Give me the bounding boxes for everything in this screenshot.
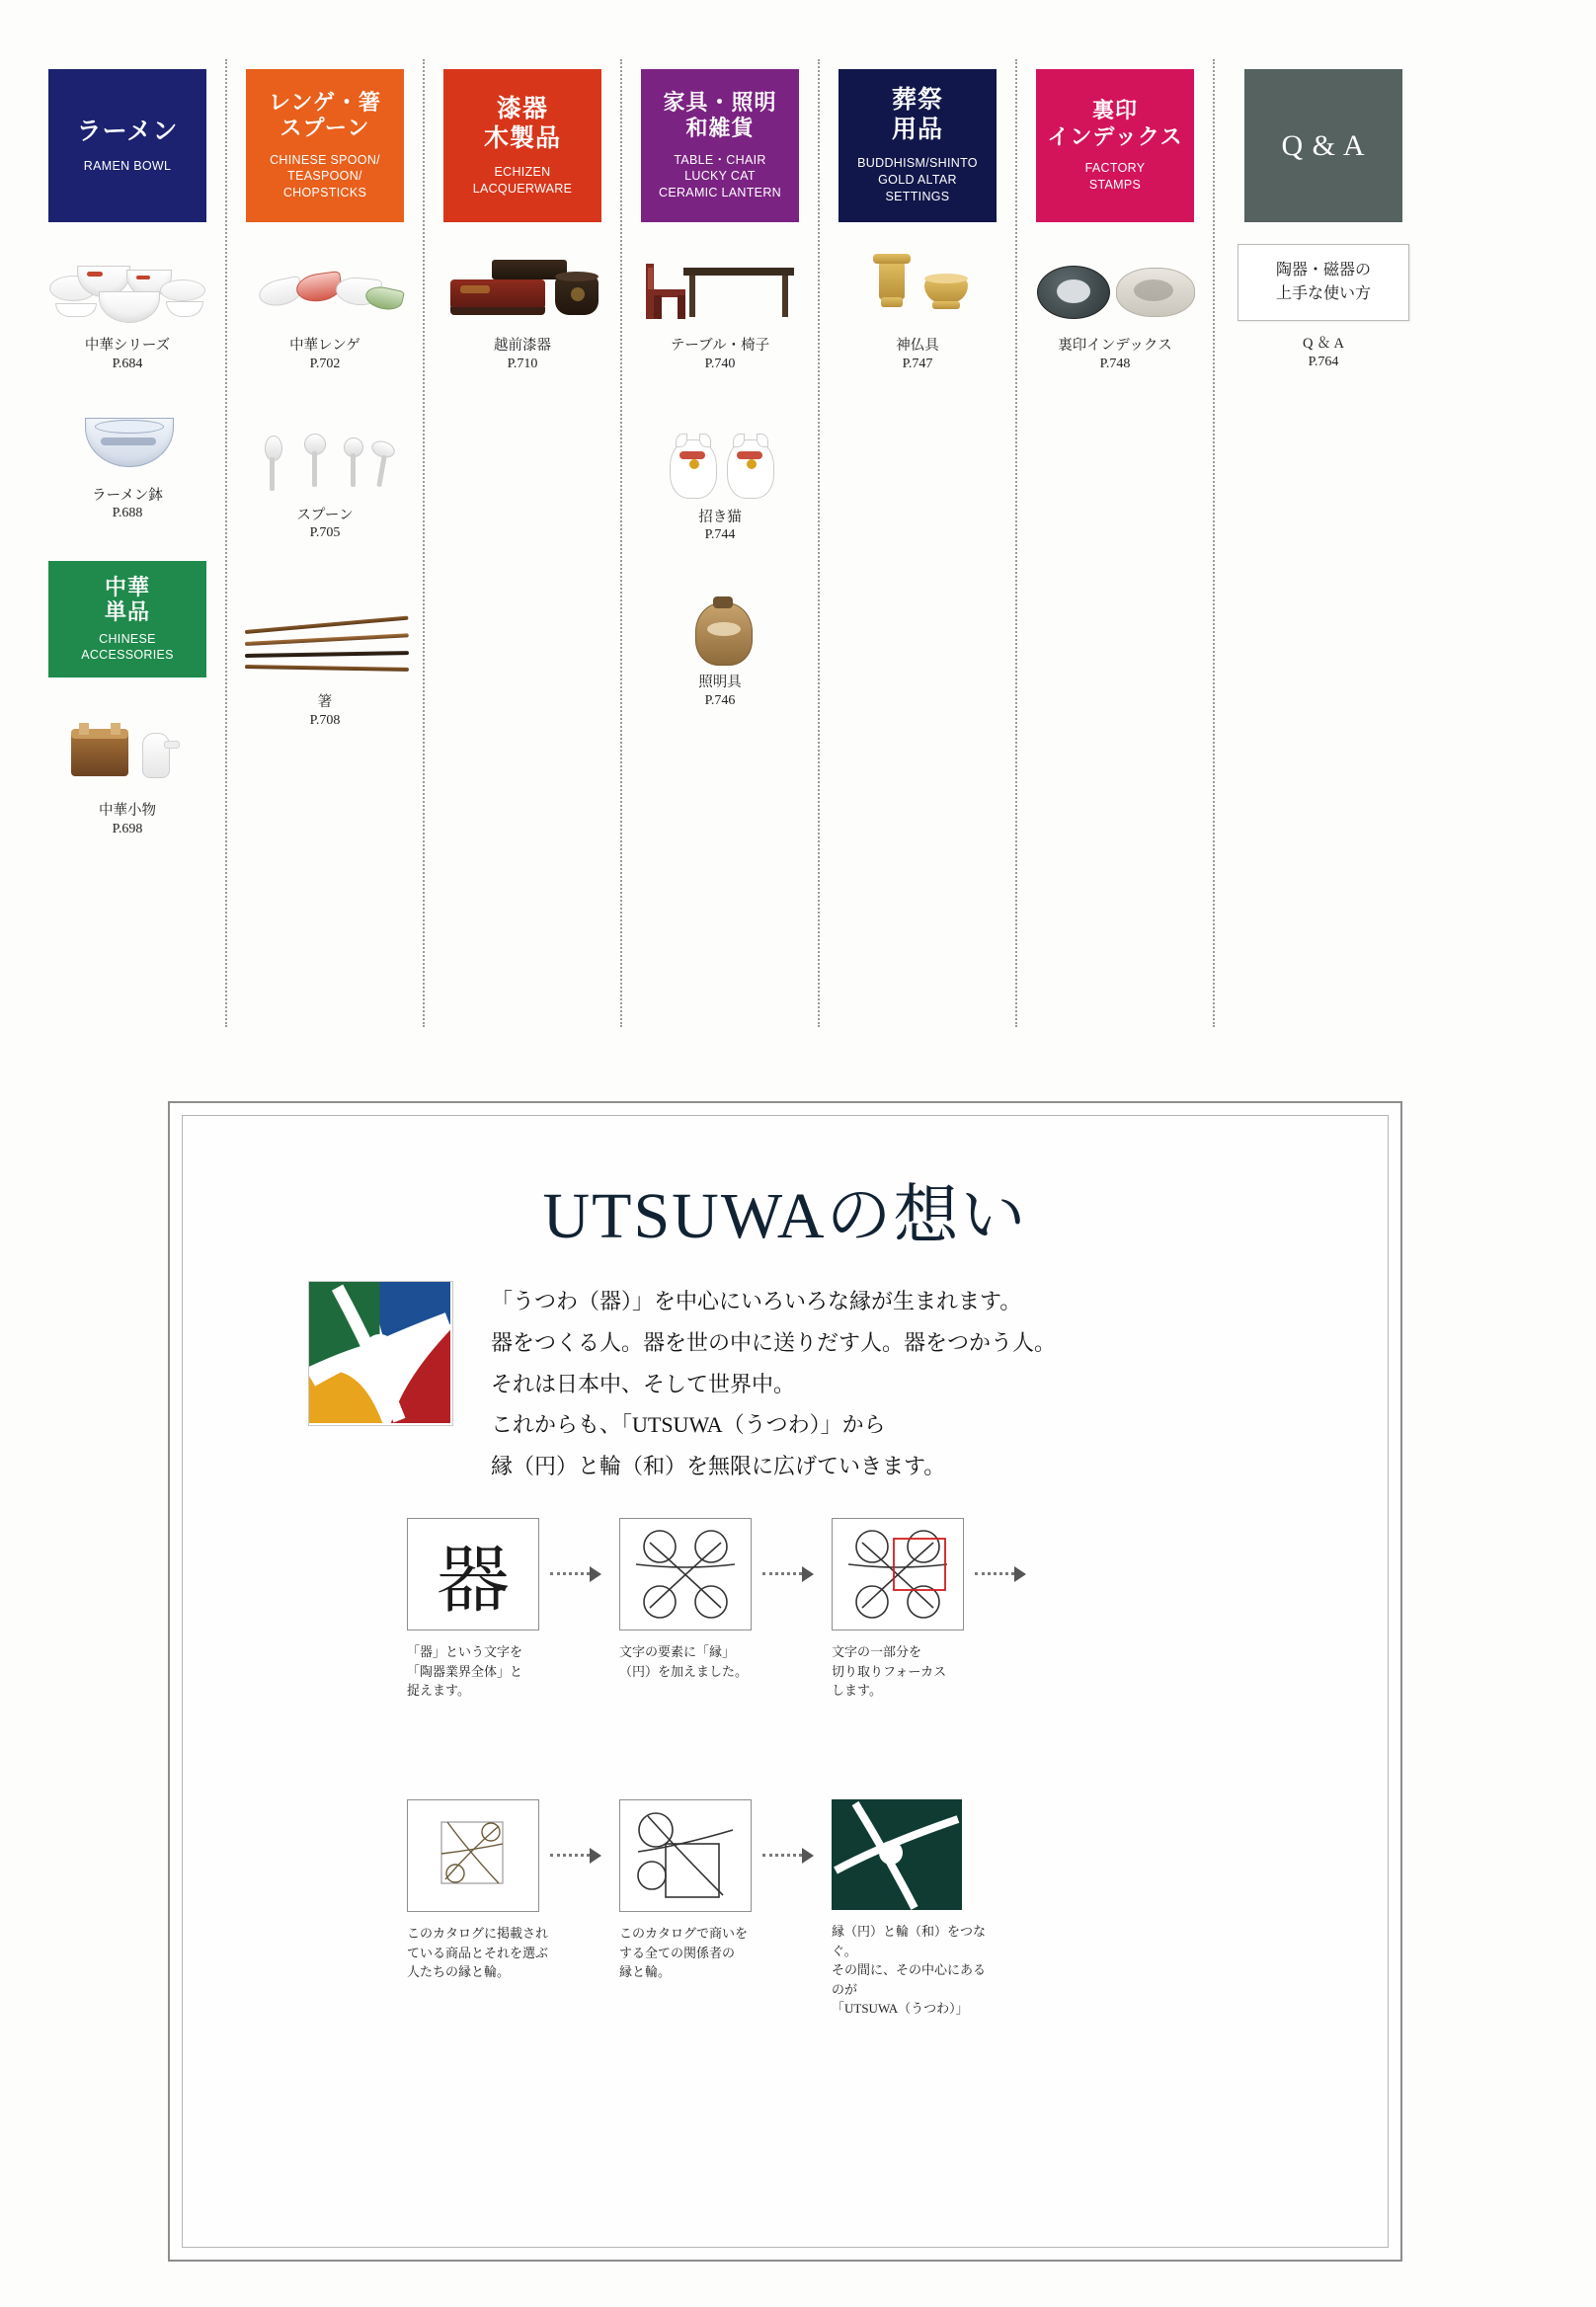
entry-page: P.747 — [902, 356, 933, 371]
entry-page: P.746 — [704, 692, 736, 708]
logo-evolution-row-2 — [298, 1799, 1286, 2016]
kanji-glyph: 器 — [437, 1541, 510, 1622]
index-entry[interactable] — [628, 246, 812, 372]
caption-line-1: このカタログで商いを — [619, 1926, 749, 1941]
category-badge-furniture[interactable] — [641, 69, 799, 222]
category-badge-jp-1: 漆器 — [496, 95, 548, 122]
chinese-accessories-icon — [43, 711, 211, 796]
entry-label: 中華小物 — [99, 803, 156, 820]
arrow-icon — [550, 1851, 607, 1861]
step-4 — [407, 1799, 549, 1982]
sub-badge-jp-1: 中華 — [104, 574, 150, 599]
crop-focus-diagram-box — [832, 1518, 964, 1631]
kanji-utsuwa-box — [407, 1518, 539, 1631]
step-2 — [619, 1518, 753, 1681]
category-badge-en-1: FACTORY — [1084, 161, 1146, 176]
index-column-furniture-lighting — [622, 59, 820, 1027]
index-entry[interactable] — [36, 396, 219, 522]
lucky-cat-icon — [636, 418, 804, 503]
category-badge-en: RAMEN BOWL — [83, 158, 172, 173]
category-badge-jp-1: 葬祭 — [891, 87, 943, 115]
entry-page: P.748 — [1099, 356, 1131, 371]
category-badge-jp-2: スプーン — [279, 116, 370, 141]
philosophy-statement — [491, 1281, 1281, 1487]
entry-page: P.740 — [704, 356, 736, 371]
category-badge-jp-1: 裏印 — [1091, 98, 1138, 123]
index-entry[interactable] — [233, 602, 417, 729]
category-badge-jp-1: 家具・照明 — [663, 89, 777, 115]
category-badge-jp-2: 木製品 — [483, 124, 561, 152]
index-column-factory-stamps — [1017, 59, 1215, 1027]
index-entry[interactable] — [1023, 246, 1207, 372]
step-3 — [832, 1518, 965, 1701]
statement-line-2: 器をつくる人。器を世の中に送りだす人。器をつかう人。 — [491, 1329, 1057, 1355]
category-badge-jp: ラーメン — [76, 119, 179, 146]
category-badge-lacquerware[interactable] — [443, 69, 601, 222]
ramen-bowl-blue-icon — [43, 396, 211, 481]
entry-label: 中華シリーズ — [84, 338, 171, 354]
table-chair-icon — [636, 246, 804, 331]
qa-callout-line-1: 陶器・磁器の — [1275, 262, 1371, 278]
category-badge-en-2: STAMPS — [1088, 177, 1142, 192]
step-1 — [407, 1518, 540, 1701]
category-badge-en-2: LUCKY CAT — [684, 169, 756, 184]
caption-line-1: 縁（円）と輪（和）をつなぐ。 — [832, 1924, 987, 1958]
category-index-grid — [30, 59, 1566, 1067]
step-caption — [619, 1924, 777, 1982]
entry-label: 中華レンゲ — [289, 338, 360, 354]
step-caption — [407, 1924, 565, 1982]
buddhist-altar-icon — [834, 246, 1001, 331]
final-logo-box — [832, 1799, 962, 1910]
caption-line-1: 文字の一部分を — [832, 1644, 922, 1659]
category-badge-factory-stamps[interactable] — [1036, 69, 1194, 222]
arrow-icon — [550, 1569, 607, 1579]
step-caption — [832, 1642, 990, 1701]
utsuwa-logo-mark — [308, 1281, 453, 1426]
step-6 — [832, 1799, 987, 2019]
sub-badge-en-1: CHINESE — [99, 631, 156, 646]
caption-line-1: 文字の要素に「縁」 — [619, 1644, 736, 1659]
arrow-icon — [762, 1851, 820, 1861]
arrow-icon — [762, 1569, 820, 1579]
entry-label: 神仏具 — [896, 338, 939, 354]
index-column-spoon-chopsticks — [227, 59, 425, 1027]
category-badge-ramen[interactable] — [48, 69, 206, 222]
chopsticks-icon — [241, 602, 409, 687]
index-entry[interactable] — [36, 246, 219, 372]
entry-label: テーブル・椅子 — [670, 338, 770, 354]
statement-line-1: 「うつわ（器）」を中心にいろいろな縁が生まれます。 — [491, 1289, 1022, 1313]
index-entry[interactable] — [826, 246, 1009, 372]
category-badge-jp-1: レンゲ・箸 — [268, 89, 381, 115]
index-entry[interactable] — [628, 583, 812, 709]
category-badge-en-2: LACQUERWARE — [472, 181, 573, 196]
category-badge-buddhist[interactable] — [838, 69, 997, 222]
index-entry[interactable] — [233, 416, 417, 542]
logo-evolution-diagram — [298, 1518, 1286, 2016]
index-entry[interactable] — [233, 246, 417, 372]
entry-label: ラーメン鉢 — [92, 487, 163, 504]
index-column-qa — [1215, 59, 1432, 1027]
index-entry[interactable] — [431, 246, 614, 372]
category-badge-en-3: CERAMIC LANTERN — [659, 186, 781, 200]
entry-page: P.705 — [309, 525, 341, 541]
entry-page: P.710 — [507, 356, 538, 371]
caption-line-3: します。 — [832, 1683, 882, 1698]
caption-line-2: ている商品とそれを選ぶ — [407, 1945, 549, 1960]
logo-evolution-row-1 — [298, 1518, 1286, 1730]
qa-callout-line-2: 上手な使い方 — [1275, 285, 1371, 302]
ceramic-lantern-icon — [636, 583, 804, 668]
chinese-spoon-icon — [241, 246, 409, 331]
category-badge-jp: Q & A — [1281, 128, 1366, 162]
ramen-bowl-set-icon — [43, 246, 211, 331]
category-badge-chinese-accessories[interactable] — [48, 561, 206, 677]
category-badge-spoon-chopsticks[interactable] — [246, 69, 404, 222]
caption-line-1: 「器」という文字を — [407, 1644, 523, 1659]
caption-line-2: 切り取りフォーカス — [832, 1663, 947, 1679]
expanded-diagram-box — [619, 1799, 752, 1912]
step-caption — [407, 1642, 565, 1701]
entry-label: 箸 — [317, 694, 333, 711]
index-column-lacquerware — [425, 59, 622, 1027]
caption-line-2: する全ての関係者の — [619, 1945, 736, 1960]
caption-line-3: 縁と輪。 — [619, 1964, 672, 1979]
caption-line-1: このカタログに掲載され — [407, 1926, 549, 1941]
caption-line-3: 捉えます。 — [407, 1683, 470, 1698]
entry-label: 越前漆器 — [494, 338, 551, 354]
circles-diagram-box — [619, 1518, 752, 1631]
caption-line-3: 「UTSUWA（うつわ）」 — [832, 2001, 969, 2016]
statement-line-4: これからも、「UTSUWA（うつわ）」から — [491, 1412, 886, 1438]
sub-badge-en-2: ACCESSORIES — [81, 648, 174, 663]
teaspoon-icon — [241, 416, 409, 501]
index-entry[interactable] — [1232, 335, 1415, 370]
category-badge-en-1: CHINESE SPOON/ — [270, 152, 380, 167]
entry-page: P.702 — [309, 356, 341, 371]
category-badge-en-3: SETTINGS — [885, 189, 950, 203]
index-column-buddhist — [820, 59, 1017, 1027]
entry-page: P.764 — [1308, 354, 1339, 369]
caption-line-2: 「陶器業界全体」と — [407, 1663, 523, 1679]
category-badge-en-1: ECHIZEN — [494, 164, 551, 179]
entry-label: 照明具 — [698, 675, 742, 691]
caption-line-2: （円）を加えました。 — [619, 1663, 749, 1679]
entry-page: P.744 — [704, 527, 736, 543]
lacquerware-tray-icon — [439, 246, 606, 331]
cropped-diagram-box — [407, 1799, 539, 1912]
sub-badge-jp-2: 単品 — [104, 599, 150, 625]
entry-label: Q ＆ A — [1303, 336, 1344, 352]
category-badge-qa[interactable] — [1244, 69, 1402, 222]
factory-stamp-icon — [1031, 246, 1199, 331]
utsuwa-philosophy-panel — [168, 1101, 1402, 2262]
category-badge-jp-2: インデックス — [1047, 123, 1183, 149]
entry-label: 裏印インデックス — [1058, 338, 1172, 354]
index-entry[interactable] — [628, 418, 812, 544]
caption-line-3: 人たちの縁と輪。 — [407, 1964, 511, 1979]
entry-label: スプーン — [296, 507, 354, 523]
category-badge-jp-2: 用品 — [891, 117, 943, 144]
category-badge-en-3: CHOPSTICKS — [282, 186, 367, 200]
category-badge-en-1: BUDDHISM/SHINTO — [857, 156, 978, 171]
step-caption — [619, 1642, 777, 1681]
arrow-icon — [975, 1569, 1032, 1579]
category-badge-en-2: GOLD ALTAR — [878, 173, 957, 188]
statement-line-3: それは日本中、そして世界中。 — [491, 1371, 796, 1396]
entry-page: P.684 — [112, 356, 143, 371]
step-caption — [832, 1922, 990, 2019]
entry-page: P.688 — [112, 506, 143, 521]
step-5 — [619, 1799, 753, 1982]
statement-line-5: 縁（円）と輪（和）を無限に広げていきます。 — [491, 1454, 946, 1479]
category-badge-en-1: TABLE・CHAIR — [674, 152, 766, 167]
index-column-ramen — [30, 59, 227, 1027]
index-entry[interactable] — [36, 711, 219, 837]
qa-callout-box[interactable] — [1237, 244, 1409, 321]
category-badge-en-2: TEASPOON/ — [287, 169, 362, 184]
entry-page: P.708 — [309, 712, 341, 728]
category-badge-jp-2: 和雑貨 — [685, 116, 755, 141]
entry-page: P.698 — [112, 821, 143, 836]
entry-label: 招き猫 — [698, 509, 742, 525]
caption-line-2: その間に、その中心にあるのが — [832, 1962, 987, 1997]
page-title: UTSUWAの想い — [542, 1180, 1028, 1252]
